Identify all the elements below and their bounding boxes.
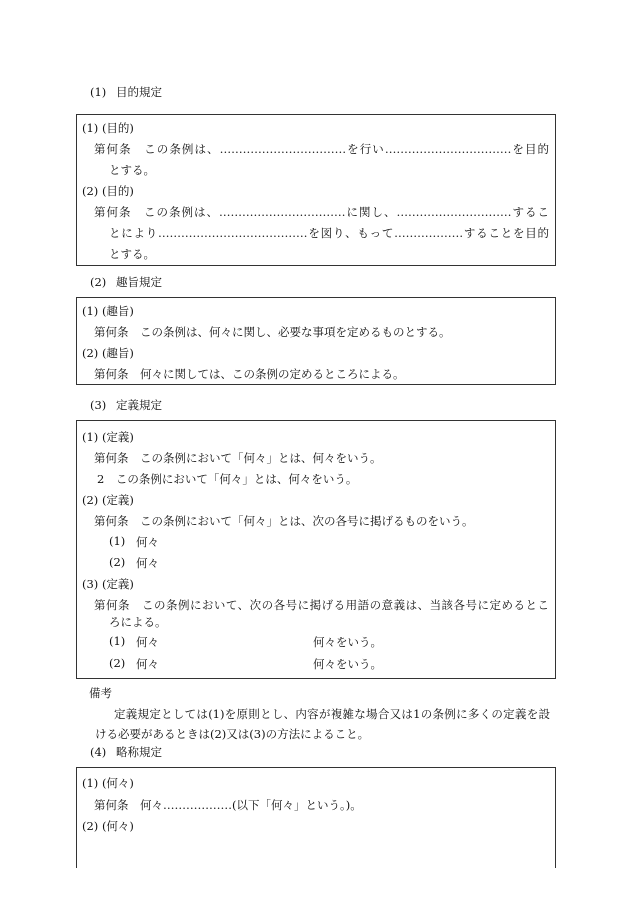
item-number: (1) (109, 534, 126, 548)
section-number: (3) (90, 398, 107, 412)
section-number: (4) (90, 745, 107, 759)
item-number: (2) (109, 555, 126, 569)
section-heading-purpose (90, 84, 162, 100)
example-label: (1) (定義) (82, 430, 134, 444)
example-label: (2) (何々) (82, 819, 134, 833)
definition-example-box (76, 420, 556, 679)
purpose-example-box (76, 114, 556, 266)
section-title: 定義規定 (116, 398, 162, 412)
remarks-text: 定義規定としては(1)を原則とし、内容が複雑な場合又は1の条例に多くの定義を設 (114, 707, 550, 721)
item-text: 何々 (136, 535, 159, 549)
article-line: ろによる。 (109, 615, 167, 629)
example-label: (2) (目的) (82, 184, 134, 198)
article-line: 第何条 この条例において「何々」とは、何々をいう。 (94, 451, 382, 465)
article-line: 第何条 この条例において「何々」とは、次の各号に掲げるものをいう。 (94, 514, 474, 528)
section-heading-abbreviation (90, 744, 162, 760)
item-text: 何々 (136, 657, 159, 671)
article-line: 第何条 この条例は、何々に関し、必要な事項を定めるものとする。 (94, 325, 451, 339)
article-line: 第何条 この条例において、次の各号に掲げる用語の意義は、当該各号に定めるとこ (94, 598, 549, 612)
example-label: (1) (趣旨) (82, 304, 134, 318)
example-label: (1) (何々) (82, 776, 134, 790)
article-line: 第何条 この条例は、……………………………を行い……………………………を目的 (94, 142, 549, 156)
paragraph-line: 2 この条例において「何々」とは、何々をいう。 (97, 472, 358, 486)
section-number: (1) (90, 85, 107, 99)
section-number: (2) (90, 275, 107, 289)
article-line: とする。 (109, 247, 155, 261)
article-line: とにより…………………………………を図り、もって………………することを目的 (109, 226, 549, 240)
section-title: 目的規定 (116, 85, 162, 99)
section-heading-intent (90, 274, 162, 290)
example-label: (3) (定義) (82, 577, 134, 591)
article-line: 第何条 何々に関しては、この条例の定めるところによる。 (94, 367, 405, 381)
article-line: 第何条 この条例は、……………………………に関し、…………………………するこ (94, 205, 549, 219)
example-label: (2) (定義) (82, 493, 134, 507)
article-line: 第何条 何々………………(以下「何々」という。)。 (94, 798, 362, 812)
remarks-title: 備考 (89, 686, 112, 700)
abbreviation-example-box (76, 767, 556, 868)
section-heading-definition (90, 397, 162, 413)
item-definition: 何々をいう。 (313, 635, 382, 649)
item-text: 何々 (136, 556, 159, 570)
item-number: (2) (109, 656, 126, 670)
example-label: (1) (目的) (82, 121, 134, 135)
item-text: 何々 (136, 635, 159, 649)
item-number: (1) (109, 634, 126, 648)
item-definition: 何々をいう。 (313, 657, 382, 671)
intent-example-box (76, 297, 556, 385)
remarks-text: ける必要があるときは(2)又は(3)の方法によること。 (95, 727, 370, 741)
article-line: とする。 (109, 163, 155, 177)
example-label: (2) (趣旨) (82, 346, 134, 360)
section-title: 略称規定 (116, 745, 162, 759)
section-title: 趣旨規定 (116, 275, 162, 289)
